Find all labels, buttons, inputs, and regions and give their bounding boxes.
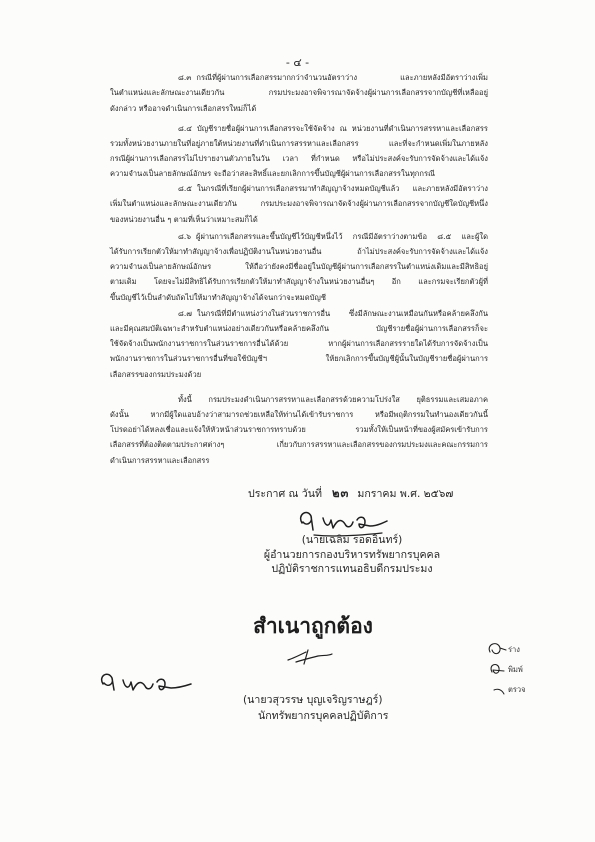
clause-8-7 bbox=[110, 306, 488, 382]
text-line: ตามเดิม โดยจะไม่มีสิทธิได้รับการเรียกตัวให้มาทำสัญญาจ้างในหน่วยงานอื่นๆ อีก และกรมจะเรียกตัวผู้ที่ bbox=[110, 277, 488, 287]
closing-paragraph bbox=[110, 392, 488, 468]
date-day: ๒๓ bbox=[331, 486, 350, 500]
clause-8-5 bbox=[110, 181, 488, 227]
certified-copy-stamp: สำเนาถูกต้อง bbox=[253, 614, 373, 638]
certifier-name: (นายวสุวรรษ บุญเจริญราษฎร์) bbox=[243, 694, 383, 706]
page-number: - ๔ - bbox=[285, 56, 310, 69]
initials-block bbox=[508, 640, 538, 700]
text-line: เลือกสรรของกรมประมงด้วย bbox=[110, 369, 202, 379]
signatory-position: ผู้อำนวยการกองบริหารทรัพยากรบุคคล bbox=[263, 548, 441, 561]
date-label: ประกาศ ณ วันที่ bbox=[248, 488, 322, 500]
text-line: พนักงานราชการในส่วนราชการอื่นที่ขอใช้บัญชีฯ ให้ยกเลิกการขึ้นบัญชีผู้นั้นในบัญชีรายชื่อผู้ผ่านการ bbox=[110, 354, 488, 364]
text-line: ของหน่วยงานอื่น ๆ ตามที่เห็นว่าเหมาะสมก็ได้ bbox=[110, 214, 258, 224]
text-line: ดำเนินการสรรหาและเลือกสรร bbox=[110, 455, 210, 465]
text-line: กรณีผู้ผ่านการเลือกสรรไม่ไปรายงานตัวภายในวัน เวลา ที่กำหนด หรือไม่ประสงค์จะรับการจัดจ้างและได้แจ้ง bbox=[110, 154, 488, 164]
text-line: ความจำนงเป็นลายลักษณ์อักษร ให้ถือว่ายังคงมีชื่ออยู่ในบัญชีผู้ผ่านการเลือกสรรในตำแหน่งเดิมและมีสิทธิอยู่ bbox=[110, 262, 488, 272]
clause-8-4 bbox=[110, 121, 488, 182]
text-line: รวมทั้งหน่วยงานภายในที่อยู่ภายใต้หน่วยงานที่ดำเนินการสรรหาและเลือกสรร และที่จะกำหนดเพิ่มในภายหลัง bbox=[110, 138, 488, 148]
line-text: ในกรณีที่เรียกผู้ผ่านการเลือกสรรมาทำสัญญาจ้างหมดบัญชีแล้ว และภายหลังมีอัตราว่าง bbox=[196, 184, 488, 193]
line-text: ผู้ผ่านการเลือกสรรและขึ้นบัญชีไว้บัญชีหนึ่งไว้ กรณีมีอัตราว่างตามข้อ ๘.๕ และผู้ใด bbox=[196, 231, 488, 241]
initial-draft: ร่าง bbox=[508, 645, 520, 654]
text-line: ได้รับการเรียกตัวให้มาทำสัญญาจ้างเพื่อปฏิบัติงานในหน่วยงานอื่น ถ้าไม่ประสงค์จะรับการจัดจ้างและได้แจ้ง bbox=[110, 246, 488, 256]
signatory-acting: ปฏิบัติราชการแทนอธิบดีกรมประมง bbox=[271, 563, 433, 575]
text-line: ความจำนงเป็นลายลักษณ์อักษร จะถือว่าสละสิทธิ์และยกเลิกการขึ้นบัญชีผู้ผ่านการเลือกสรรในทุกกรณี bbox=[110, 169, 436, 179]
text-line: และมีคุณสมบัติเฉพาะสำหรับตำแหน่งอย่างเดียวกันหรือคล้ายคลึงกัน บัญชีรายชื่อผู้ผ่านการเลือกสรรก็จะ bbox=[110, 323, 488, 333]
certifier-signature bbox=[284, 646, 336, 668]
text-line bbox=[110, 121, 488, 136]
line-text: ในกรณีที่มีตำแหน่งว่างในส่วนราชการอื่น ซึ่งมีลักษณะงานเหมือนกันหรือคล้ายคลึงกัน bbox=[196, 308, 488, 318]
text-line: ดังกล่าว หรืออาจดำเนินการเลือกสรรใหม่ก็ได้ bbox=[110, 103, 257, 113]
text-line bbox=[110, 229, 488, 244]
line-text: บัญชีรายชื่อผู้ผ่านการเลือกสรรจะใช้จัดจ้าง ณ หน่วยงานที่ดำเนินการสรรหาและเลือกสรร bbox=[196, 123, 488, 133]
text-line: ใช้จัดจ้างเป็นพนักงานราชการในส่วนราชการอื่นได้ด้วย หากผู้ผ่านการเลือกสรรรายใดได้รับการจัดจ้างเป็น bbox=[110, 339, 488, 349]
text-line: ทั้งนี้ กรมประมงดำเนินการสรรหาและเลือกสรรด้วยความโปร่งใส ยุติธรรมและเสมอภาค bbox=[178, 394, 488, 404]
date-month-year: มกราคม พ.ศ. ๒๕๖๗ bbox=[357, 488, 454, 500]
signatory-block bbox=[250, 533, 454, 577]
clause-number: ๘.๗ bbox=[178, 308, 192, 318]
clause-number: ๘.๖ bbox=[178, 231, 192, 241]
text-line bbox=[110, 70, 488, 85]
text-line bbox=[110, 306, 488, 321]
text-line: เลือกสรรที่ต้องติดตามประกาศต่างๆ เกี่ยวกับการสรรหาและเลือกสรรของกรมประมงและคณะกรรมการ bbox=[110, 440, 488, 450]
text-line: ขึ้นบัญชีไว้เป็นลำดับถัดไปให้มาทำสัญญาจ้างได้จนกว่าจะหมดบัญชี bbox=[110, 292, 326, 302]
initial-typed: พิมพ์ bbox=[508, 665, 523, 674]
clause-number: ๘.๓ bbox=[178, 73, 192, 82]
text-line: ในตำแหน่งและลักษณะงานเดียวกัน กรมประมงอาจพิจารณาจัดจ้างผู้ผ่านการเลือกสรรจากบัญชีที่เหลืออยู่ bbox=[110, 88, 488, 98]
text-line: ดังนั้น หากมีผู้ใดแอบอ้างว่าสามารถช่วยเหลือให้ท่านได้เข้ารับราชการ หรือมีพฤติกรรมในทำนองเดียวกันนี้ bbox=[110, 409, 488, 419]
text-line: โปรดอย่าได้หลงเชื่อและแจ้งให้หัวหน้าส่วนราชการทราบด้วย รวมทั้งให้เป็นหน้าที่ของผู้สมัครเข้ารับการ bbox=[110, 425, 488, 435]
text-line: เพิ่มในตำแหน่งและลักษณะงานเดียวกัน กรมประมงอาจพิจารณาจัดจ้างผู้ผ่านการเลือกสรรจากบัญชีใดบัญชีหนึ่ง bbox=[110, 199, 488, 209]
clause-number: ๘.๔ bbox=[178, 123, 192, 133]
certifier-position: นักทรัพยากรบุคคลปฏิบัติการ bbox=[258, 710, 389, 722]
text-line bbox=[110, 181, 488, 196]
initial-checked: ตรวจ bbox=[508, 685, 526, 694]
signatory-name: (นายเฉลิม รอดอินทร์) bbox=[301, 534, 403, 546]
left-signature bbox=[95, 666, 195, 698]
clause-8-6 bbox=[110, 229, 488, 305]
clause-number: ๘.๕ bbox=[178, 184, 192, 193]
line-text: กรณีที่ผู้ผ่านการเลือกสรรมากกว่าจำนวนอัตราว่าง และภายหลังมีอัตราว่างเพิ่ม bbox=[196, 73, 488, 82]
initials-scribbles bbox=[484, 638, 510, 704]
clause-8-3 bbox=[110, 70, 488, 116]
